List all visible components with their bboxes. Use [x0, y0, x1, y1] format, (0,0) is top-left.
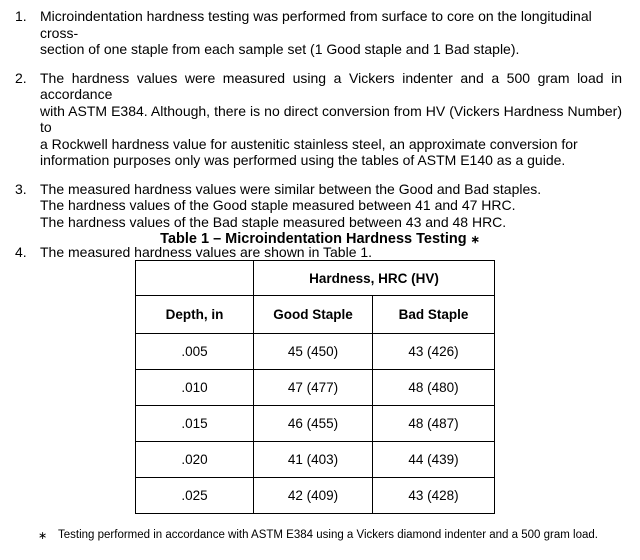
list-item-line: a Rockwell hardness value for austenitic stainless steel, an approximate conversion for — [40, 135, 578, 152]
depth-cell: .025 — [136, 478, 254, 514]
good-staple-cell: 45 (450) — [254, 334, 373, 370]
good-staple-cell: 41 (403) — [254, 442, 373, 478]
column-header-good-staple: Good Staple — [254, 296, 373, 334]
list-item-line: Microindentation hardness testing was performed from surface to core on the longitudinal cross- — [40, 8, 592, 41]
table-row — [136, 406, 495, 442]
table-footnote — [40, 529, 630, 541]
depth-cell: .005 — [136, 334, 254, 370]
list-item-number: 3. — [15, 180, 27, 197]
bad-staple-cell: 48 (480) — [373, 370, 495, 406]
bad-staple-cell: 48 (487) — [373, 406, 495, 442]
list-item-number: 1. — [15, 8, 27, 24]
list-item-line: The measured hardness values are shown in Table 1. — [40, 244, 373, 260]
good-staple-cell: 47 (477) — [254, 370, 373, 406]
table-header-empty-cell — [136, 261, 254, 296]
depth-cell: .010 — [136, 370, 254, 406]
table-title-text: Table 1 – Microindentation Hardness Testing — [160, 231, 467, 247]
footnote-marker: ∗ — [38, 530, 48, 542]
list-item-line: The hardness values of the Bad staple measured between 43 and 48 HRC. — [40, 213, 507, 230]
bad-staple-cell: 44 (439) — [373, 442, 495, 478]
list-item-line: with ASTM E384. Although, there is no direct conversion from HV (Vickers Hardness Number) to — [40, 102, 622, 135]
column-header-bad-staple: Bad Staple — [373, 296, 495, 334]
good-staple-cell: 46 (455) — [254, 406, 373, 442]
table-row — [136, 370, 495, 406]
list-item-number: 4. — [15, 244, 27, 260]
numbered-list — [0, 8, 640, 261]
table-title-marker: ∗ — [470, 234, 480, 246]
list-item-line: section of one staple from each sample set (1 Good staple and 1 Bad staple). — [40, 41, 520, 57]
table-group-header: Hardness, HRC (HV) — [254, 261, 495, 296]
column-header-depth: Depth, in — [136, 296, 254, 334]
list-item-line: The hardness values of the Good staple measured between 41 and 47 HRC. — [40, 197, 516, 213]
list-item — [0, 181, 640, 231]
depth-cell: .015 — [136, 406, 254, 442]
list-item — [0, 70, 640, 169]
bad-staple-cell: 43 (426) — [373, 334, 495, 370]
table-header-row — [136, 261, 495, 296]
table-row — [136, 334, 495, 370]
list-item-line: information purposes only was performed using the tables of ASTM E140 as a guide. — [40, 152, 566, 168]
table-header-row — [136, 296, 495, 334]
list-item-line: The hardness values were measured using a Vickers indenter and a 500 gram load in accordance — [40, 69, 622, 102]
hardness-table — [135, 260, 495, 514]
bad-staple-cell: 43 (428) — [373, 478, 495, 514]
footnote-text: Testing performed in accordance with ASTM E384 using a Vickers diamond indenter and a 500 gram load. — [58, 529, 598, 541]
good-staple-cell: 42 (409) — [254, 478, 373, 514]
list-item-number: 2. — [15, 69, 27, 86]
list-item — [0, 8, 640, 58]
table-title — [0, 231, 640, 247]
depth-cell: .020 — [136, 442, 254, 478]
table-row — [136, 442, 495, 478]
list-item-line: The measured hardness values were similar between the Good and Bad staples. — [40, 180, 542, 197]
table-row — [136, 478, 495, 514]
